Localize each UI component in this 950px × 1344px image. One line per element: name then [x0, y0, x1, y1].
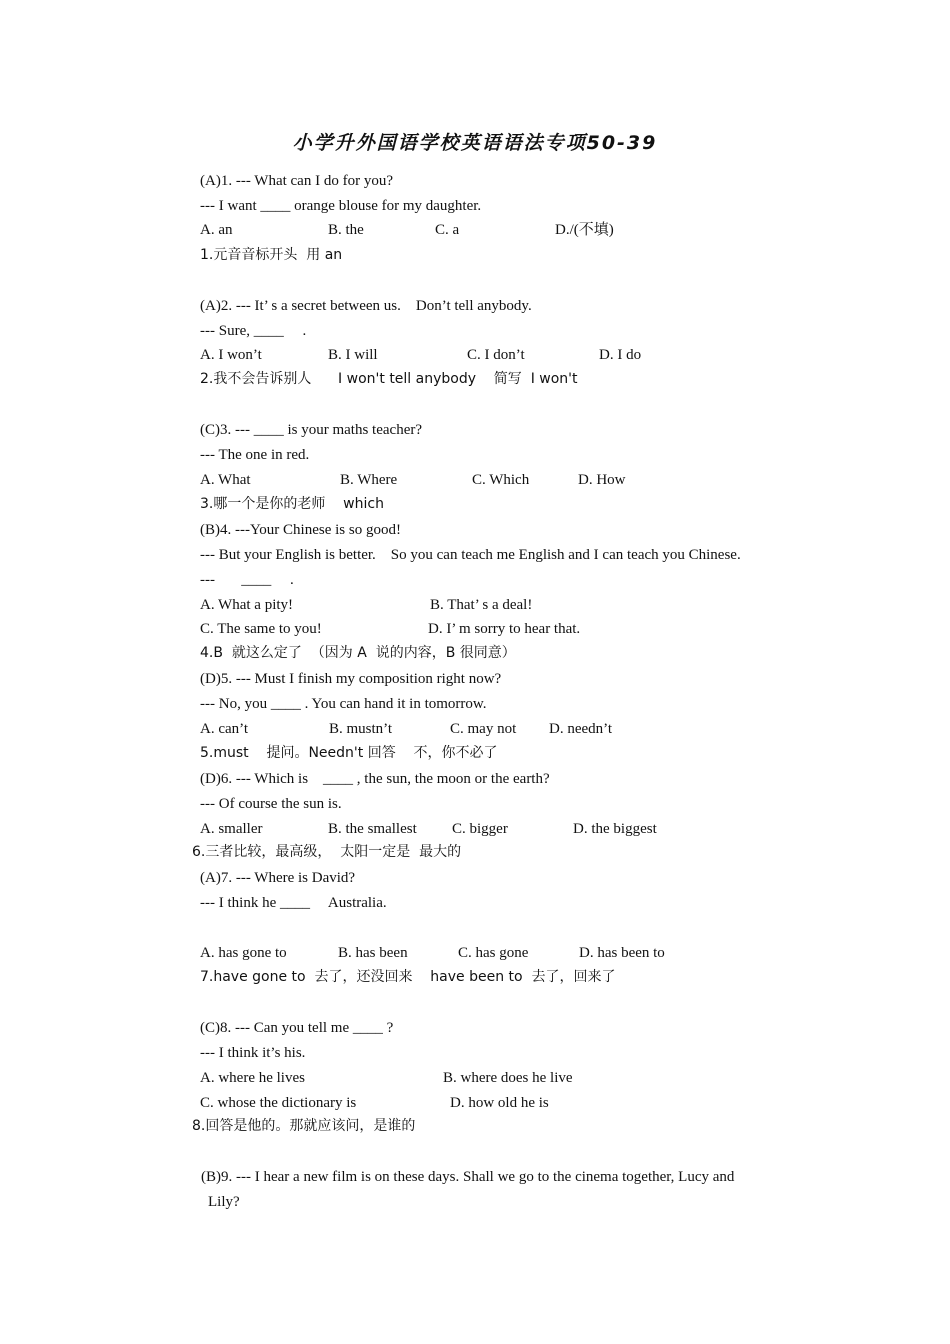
q2-stem: (A)2. --- It’ s a secret between us. Don’t tell anybody.: [200, 298, 532, 314]
q6-option-c: C. bigger: [452, 821, 508, 837]
q6-option-d: D. the biggest: [573, 821, 657, 837]
q5-line2: --- No, you ____ . You can hand it in tomorrow.: [200, 696, 487, 712]
q3-option-c: C. Which: [472, 472, 530, 488]
q5-option-b: B. mustn’t: [329, 721, 393, 737]
q1-option-b: B. the: [328, 222, 364, 238]
q2-option-d: D. I do: [599, 347, 642, 363]
q4-option-d: D. I’ m sorry to hear that.: [428, 621, 581, 637]
q2-note: 2.我不会告诉别人 I won't tell anybody 简写 I won't: [200, 371, 578, 387]
q1-line2: --- I want ____ orange blouse for my daughter.: [200, 198, 482, 214]
q7-note: 7.have gone to 去了，还没回来 have been to 去了，回来了: [200, 969, 616, 985]
q7-option-b: B. has been: [338, 945, 408, 961]
q6-note: 6.三者比较，最高级， 太阳一定是 最大的: [192, 844, 462, 860]
q4-stem: (B)4. ---Your Chinese is so good!: [200, 522, 401, 538]
q5-option-d: D. needn’t: [549, 721, 613, 737]
q2-option-a: A. I won’t: [200, 347, 262, 363]
q5-note: 5.must 提问。Needn't 回答 不，你不必了: [200, 745, 498, 761]
q6-option-a: A. smaller: [200, 821, 263, 837]
q8-option-d: D. how old he is: [450, 1095, 549, 1111]
q8-line2: --- I think it’s his.: [200, 1045, 306, 1061]
q9-stem: (B)9. --- I hear a new film is on these days. Shall we go to the cinema together, Lucy and: [201, 1169, 735, 1185]
q7-option-a: A. has gone to: [200, 945, 287, 961]
q6-line2: --- Of course the sun is.: [200, 796, 342, 812]
q4-line2: --- But your English is better. So you can teach me English and I can teach you Chinese.: [200, 547, 741, 563]
q2-line2: --- Sure, ____ .: [200, 323, 307, 339]
q3-option-d: D. How: [578, 472, 626, 488]
q4-option-c: C. The same to you!: [200, 621, 322, 637]
q9-stem-cont: Lily?: [208, 1194, 240, 1210]
q8-stem: (C)8. --- Can you tell me ____ ?: [200, 1020, 394, 1036]
q3-stem: (C)3. --- ____ is your maths teacher?: [200, 422, 423, 438]
q3-line2: --- The one in red.: [200, 447, 310, 463]
q8-option-a: A. where he lives: [200, 1070, 305, 1086]
q6-option-b: B. the smallest: [328, 821, 417, 837]
q1-option-d: D./(不填): [555, 222, 614, 238]
q8-option-b: B. where does he live: [443, 1070, 573, 1086]
q7-option-c: C. has gone: [458, 945, 529, 961]
q4-option-a: A. What a pity!: [200, 597, 294, 613]
q3-option-a: A. What: [200, 472, 251, 488]
q7-option-d: D. has been to: [579, 945, 665, 961]
q4-line3: --- ____ .: [200, 572, 294, 588]
q1-stem: (A)1. --- What can I do for you?: [200, 173, 393, 189]
q5-option-a: A. can’t: [200, 721, 249, 737]
q1-note: 1.元音音标开头 用 an: [200, 247, 343, 263]
q2-option-c: C. I don’t: [467, 347, 525, 363]
q2-option-b: B. I will: [328, 347, 378, 363]
q3-note: 3.哪一个是你的老师 which: [200, 496, 384, 512]
q4-option-b: B. That’ s a deal!: [430, 597, 533, 613]
q5-stem: (D)5. --- Must I finish my composition right now?: [200, 671, 502, 687]
q8-option-c: C. whose the dictionary is: [200, 1095, 357, 1111]
q1-option-c: C. a: [435, 222, 460, 238]
q1-option-a: A. an: [200, 222, 233, 238]
q4-note: 4.B 就这么定了 （因为 A 说的内容，B 很同意）: [200, 645, 516, 661]
q7-stem: (A)7. --- Where is David?: [200, 870, 356, 886]
q8-note: 8.回答是他的。那就应该问，是谁的: [192, 1118, 416, 1134]
q6-stem: (D)6. --- Which is ____ , the sun, the moon or the earth?: [200, 771, 550, 787]
q3-option-b: B. Where: [340, 472, 398, 488]
q5-option-c: C. may not: [450, 721, 517, 737]
page-title: 小学升外国语学校英语语法专项50-39: [292, 132, 658, 154]
q7-line2: --- I think he ____ Australia.: [200, 895, 387, 911]
